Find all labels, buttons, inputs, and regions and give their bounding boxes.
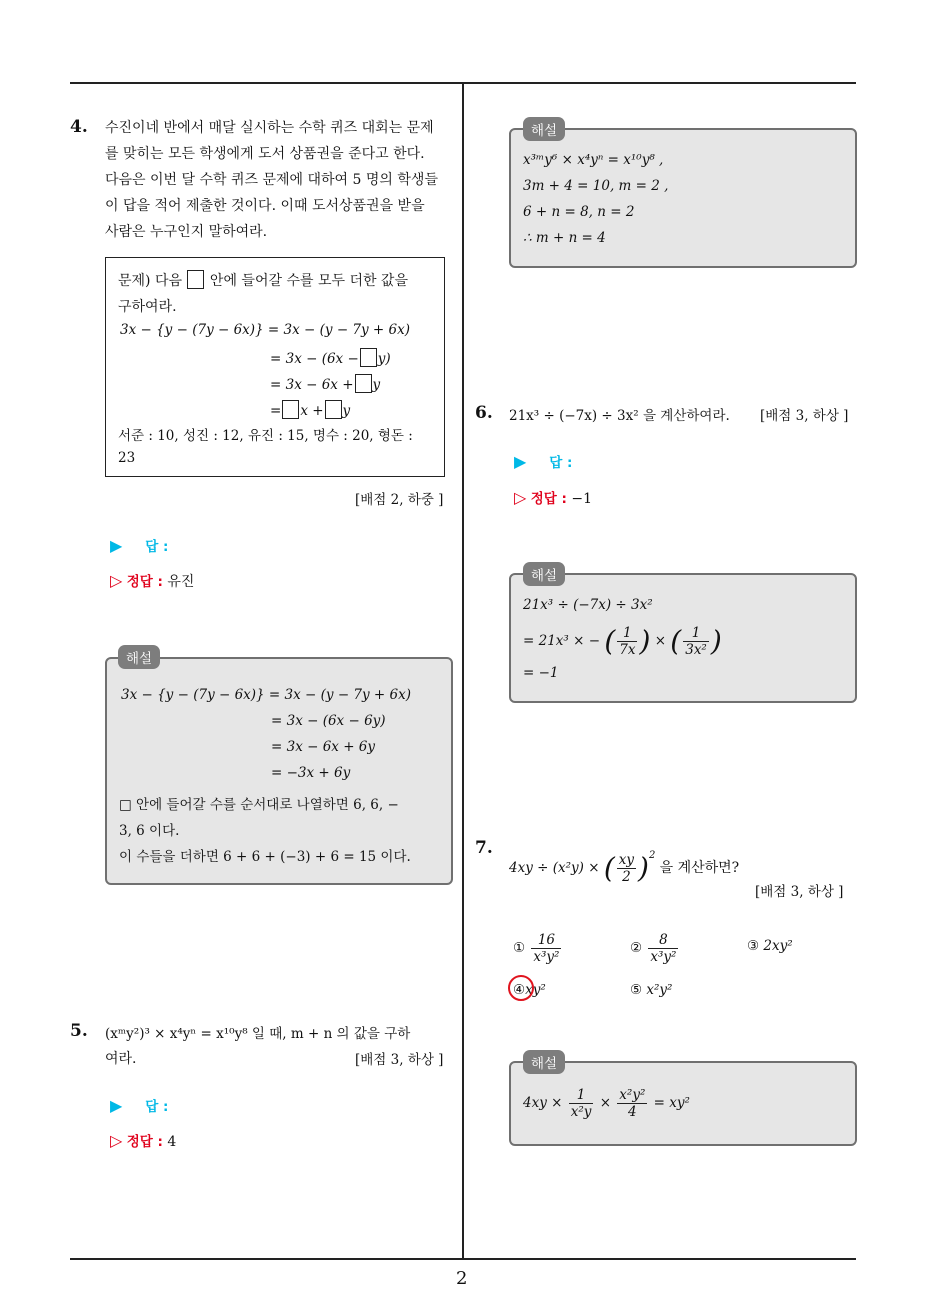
question-7-text [509, 836, 740, 885]
intro-text: 안에 들어갈 수를 모두 더한 값을 [209, 273, 408, 289]
question-4-problem-box [105, 257, 445, 477]
question-7-number: 7. [475, 838, 493, 858]
problem-intro-cont: 구하여라. [118, 299, 177, 315]
question-7-solution-box [509, 1061, 857, 1146]
blank-box [187, 270, 204, 289]
eq-part: y [342, 403, 351, 419]
question-6-answer [514, 451, 572, 471]
numerator: xy [618, 852, 634, 868]
question-6-solution-box [509, 573, 857, 703]
question-4-correct [110, 570, 194, 591]
option-mark: ③ [747, 938, 760, 954]
question-4-number: 4. [70, 117, 88, 137]
question-4-solution-box [105, 657, 453, 885]
question-5-solution-box [509, 128, 857, 268]
option-text: 2xy² [763, 938, 793, 954]
correct-value: 4 [167, 1134, 177, 1150]
eq-part: 4xy ÷ (x²y) × [509, 860, 600, 876]
solution-line [523, 1083, 690, 1123]
question-4-solution-tag: 해설 [118, 645, 160, 669]
paren: ) [639, 624, 651, 658]
correct-value: −1 [571, 491, 593, 507]
question-4-score: [배점 2, 하중 ] [355, 492, 444, 508]
exponent: 2 [648, 850, 656, 861]
paren: ) [638, 851, 649, 885]
solution-line: □ 안에 들어갈 수를 순서대로 나열하면 6, 6, − [119, 797, 399, 813]
denominator: x³y² [650, 949, 677, 965]
triangle-outline-icon: ▷ [110, 1131, 123, 1150]
solution-line: 3, 6 이다. [119, 823, 180, 839]
q4-text-line: 이 답을 적어 제출한 것이다. 이때 도서상품권을 받을 [105, 198, 425, 214]
option-mark: ② [630, 940, 643, 956]
blank-box [325, 400, 342, 419]
eq-part: y [372, 377, 381, 393]
option-2[interactable] [630, 928, 680, 968]
option-1[interactable] [513, 928, 563, 968]
triangle-outline-icon: ▷ [110, 571, 123, 590]
numerator: 16 [531, 932, 561, 949]
eq-part: = 3x − 6x + [270, 377, 354, 393]
solution-line: 3m + 4 = 10, m = 2 , [523, 178, 669, 194]
eq-part: y) [377, 351, 391, 367]
question-5-score: [배점 3, 하상 ] [355, 1052, 444, 1068]
fraction [617, 1087, 647, 1120]
eq-part: 을 계산하면? [659, 860, 740, 876]
question-6-correct [514, 487, 592, 507]
question-5-number: 5. [70, 1021, 88, 1041]
fraction [617, 625, 637, 658]
question-4-text [105, 115, 455, 245]
correct-label: 정답 : [530, 491, 567, 507]
question-5-correct [110, 1130, 176, 1150]
correct-label: 정답 : [126, 574, 163, 590]
question-7-solution-tag: 해설 [523, 1050, 565, 1074]
option-text: x²y² [646, 982, 673, 998]
option-mark: ⑤ [630, 982, 643, 998]
problem-eq-3 [270, 374, 380, 393]
numerator: 1 [617, 625, 637, 642]
blank-box [360, 348, 377, 367]
question-6-text: 21x³ ÷ (−7x) ÷ 3x² 을 계산하여라. [509, 408, 730, 424]
correct-label: 정답 : [126, 1134, 163, 1150]
paren: ( [603, 851, 615, 885]
option-5[interactable] [630, 982, 672, 998]
solution-line: = −1 [523, 665, 559, 681]
q4-text-line: 다음은 이번 달 수학 퀴즈 문제에 대하여 5 명의 학생들 [105, 172, 438, 188]
eq-part: = 3x − (6x − [270, 351, 359, 367]
fraction [683, 625, 709, 658]
solution-line: 21x³ ÷ (−7x) ÷ 3x² [523, 597, 653, 613]
q4-text-line: 사람은 누구인지 말하여라. [105, 224, 268, 240]
option-mark: ① [513, 940, 526, 956]
play-icon: ▶ [110, 1096, 123, 1115]
solution-line: = 3x − 6x + 6y [271, 739, 376, 755]
selected-answer-circle [508, 975, 534, 1001]
question-5-answer [110, 1095, 168, 1115]
fraction [531, 932, 561, 965]
question-5-solution-tag: 해설 [523, 117, 565, 141]
bottom-rule [70, 1258, 856, 1260]
fraction [648, 932, 678, 965]
option-3[interactable] [747, 938, 793, 954]
denominator: 2 [622, 869, 631, 885]
question-4-answer [110, 535, 168, 555]
eq-part: = xy² [653, 1095, 690, 1111]
eq-part: = 21x³ × − [523, 633, 601, 649]
eq-part: = [270, 403, 282, 419]
answer-label: 답 : [145, 539, 169, 555]
question-6-score: [배점 3, 하상 ] [760, 408, 849, 424]
solution-line: 3x − {y − (7y − 6x)} = 3x − (y − 7y + 6x) [121, 687, 411, 703]
solution-line: = −3x + 6y [271, 765, 351, 781]
eq-part: × [654, 633, 666, 649]
question-6-solution-tag: 해설 [523, 562, 565, 586]
problem-eq-2 [270, 348, 391, 367]
answer-label: 답 : [549, 455, 573, 471]
solution-line: 이 수들을 더하면 6 + 6 + (−3) + 6 = 15 이다. [119, 849, 411, 865]
question-5-text-cont: 여라. [105, 1051, 137, 1067]
blank-box [355, 374, 372, 393]
solution-line: x³ᵐy⁶ × x⁴yⁿ = x¹⁰y⁸ , [523, 152, 664, 168]
solution-line: 6 + n = 8, n = 2 [523, 204, 635, 220]
column-divider [462, 82, 464, 1260]
fraction [569, 1087, 594, 1120]
solution-line [523, 621, 722, 661]
denominator: 7x [619, 642, 636, 658]
numerator: 8 [648, 932, 678, 949]
solution-line: ∴ m + n = 4 [523, 230, 606, 246]
eq-part: 4xy × [523, 1095, 563, 1111]
q4-text-line: 를 맞히는 모든 학생에게 도서 상품권을 준다고 한다. [105, 146, 425, 162]
question-7-score: [배점 3, 하상 ] [755, 884, 844, 900]
student-answers-cont: 23 [118, 450, 136, 466]
denominator: 4 [628, 1104, 637, 1120]
numerator: x²y² [619, 1087, 646, 1103]
eq-part: × [599, 1095, 611, 1111]
student-answers: 서준 : 10, 성진 : 12, 유진 : 15, 명수 : 20, 형돈 : [118, 428, 413, 444]
problem-intro [118, 270, 408, 290]
numerator: 1 [569, 1087, 594, 1104]
paren: ) [710, 624, 722, 658]
question-5-text: (xᵐy²)³ × x⁴yⁿ = x¹⁰y⁸ 일 때, m + n 의 값을 구하 [105, 1026, 411, 1042]
correct-value: 유진 [167, 574, 195, 590]
denominator: 3x² [685, 642, 707, 658]
problem-eq-1: 3x − {y − (7y − 6x)} = 3x − (y − 7y + 6x) [120, 322, 410, 338]
answer-label: 답 : [145, 1099, 169, 1115]
option-text: xy² [525, 982, 546, 998]
problem-eq-4 [270, 400, 350, 419]
triangle-outline-icon: ▷ [514, 488, 527, 507]
q4-text-line: 수진이네 반에서 매달 실시하는 수학 퀴즈 대회는 문제 [105, 120, 434, 136]
eq-part: x + [300, 403, 324, 419]
page-number: 2 [456, 1268, 468, 1289]
intro-text: 문제) 다음 [118, 273, 183, 289]
solution-line: = 3x − (6x − 6y) [271, 713, 386, 729]
fraction [617, 852, 636, 885]
paren: ( [604, 624, 616, 658]
blank-box [282, 400, 299, 419]
option-mark: ④ [513, 982, 526, 998]
question-6-number: 6. [475, 403, 493, 423]
denominator: x³y² [533, 949, 560, 965]
numerator: 1 [683, 625, 709, 642]
play-icon: ▶ [110, 536, 123, 555]
play-icon: ▶ [514, 452, 527, 471]
denominator: x²y [570, 1104, 592, 1120]
paren: ( [670, 624, 682, 658]
